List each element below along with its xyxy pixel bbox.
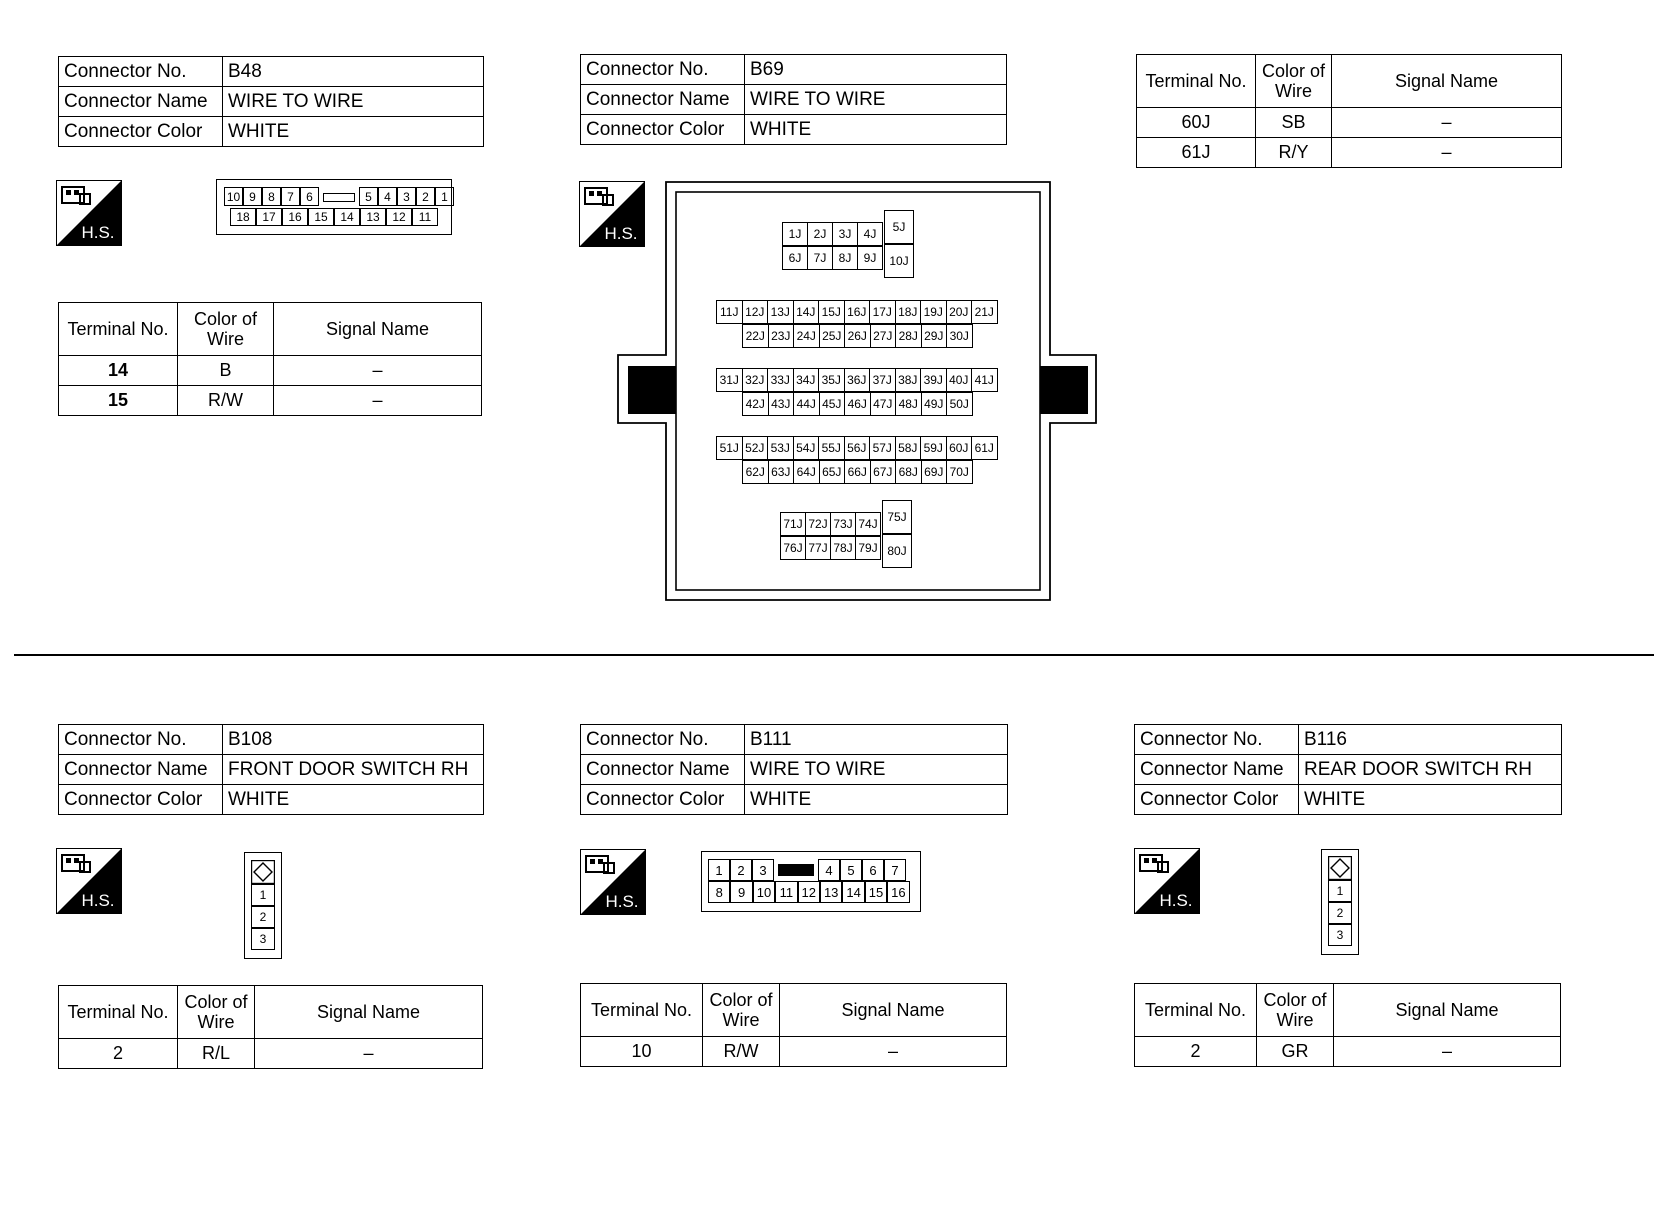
wire-color-cell: GR: [1257, 1037, 1334, 1067]
signal-cell: –: [274, 356, 482, 386]
label-connector-color: Connector Color: [59, 117, 223, 147]
pin-cell: 65J: [819, 460, 846, 484]
lock-key-icon: [778, 864, 814, 876]
pin-cell: 19J: [920, 300, 947, 324]
terminal-cell: 2: [1135, 1037, 1257, 1067]
pin-cell: 3: [397, 187, 416, 206]
pin-cell: 8: [708, 881, 730, 903]
pin-cell: 1: [708, 859, 730, 881]
hs-badge-icon: [1134, 848, 1200, 914]
pin-cell: 1: [251, 884, 275, 906]
connector-no-value: B108: [223, 725, 484, 755]
header-color-of-wire: Color of Wire: [1256, 55, 1332, 108]
connector-color-value: WHITE: [223, 785, 484, 815]
pin-cell: 25J: [819, 324, 846, 348]
pin-cell: 9: [243, 187, 262, 206]
signal-cell: –: [274, 386, 482, 416]
pin-cell: 51J: [716, 436, 743, 460]
pin-cell: 79J: [855, 536, 881, 560]
pin-cell: 2: [251, 906, 275, 928]
hs-badge-icon: [580, 849, 646, 915]
pin-cell: 16: [282, 208, 308, 226]
pin-cell: 26J: [844, 324, 871, 348]
pin-cell: 2J: [807, 222, 833, 246]
pin-cell: 28J: [895, 324, 922, 348]
pin-cell: 10: [224, 187, 243, 206]
connector-color-value: WHITE: [1299, 785, 1562, 815]
pin-cell: 22J: [742, 324, 769, 348]
connector-color-value: WHITE: [223, 117, 484, 147]
header-color-of-wire: Color of Wire: [178, 303, 274, 356]
header-color-of-wire: Color of Wire: [1257, 984, 1334, 1037]
terminal-cell: 10: [581, 1037, 703, 1067]
pin-cell: 57J: [869, 436, 896, 460]
pin-cell: 46J: [844, 392, 871, 416]
connector-name-value: WIRE TO WIRE: [745, 85, 1007, 115]
pin-cell: 41J: [971, 368, 998, 392]
pin-cell: 29J: [921, 324, 948, 348]
pin-cell: 23J: [768, 324, 795, 348]
terminal-table-b116: [1134, 983, 1561, 1067]
header-signal-name: Signal Name: [255, 986, 483, 1039]
label-connector-no: Connector No.: [59, 57, 223, 87]
label-connector-name: Connector Name: [581, 85, 745, 115]
pin-cell: 5J: [884, 210, 914, 244]
pin-cell: 35J: [818, 368, 845, 392]
label-connector-no: Connector No.: [1135, 725, 1299, 755]
header-signal-name: Signal Name: [274, 303, 482, 356]
pin-cell: 49J: [921, 392, 948, 416]
pin-cell: 2: [416, 187, 435, 206]
pin-cell: 3J: [832, 222, 858, 246]
label-connector-name: Connector Name: [59, 87, 223, 117]
pin-cell: 5: [359, 187, 378, 206]
hs-badge-text: H.S.: [81, 223, 115, 242]
signal-cell: –: [1334, 1037, 1561, 1067]
label-connector-name: Connector Name: [1135, 755, 1299, 785]
pin-cell: 7J: [807, 246, 833, 270]
pin-cell: 60J: [946, 436, 973, 460]
label-connector-color: Connector Color: [59, 785, 223, 815]
pin-cell: 58J: [895, 436, 922, 460]
pin-cell: 21J: [971, 300, 998, 324]
pin-cell: 14: [842, 881, 864, 903]
terminal-cell: 61J: [1137, 138, 1256, 168]
label-connector-no: Connector No.: [581, 55, 745, 85]
label-connector-name: Connector Name: [59, 755, 223, 785]
pin-cell: 53J: [767, 436, 794, 460]
pin-cell: 3: [1328, 924, 1352, 946]
pin-cell: 4J: [857, 222, 883, 246]
signal-cell: –: [780, 1037, 1007, 1067]
pin-cell: 1: [435, 187, 454, 206]
pin-cell: 68J: [895, 460, 922, 484]
header-signal-name: Signal Name: [1334, 984, 1561, 1037]
pin-cell: 75J: [882, 500, 912, 534]
hs-badge-text: H.S.: [604, 224, 638, 243]
pin-cell: 4: [378, 187, 397, 206]
pin-cell: 18J: [895, 300, 922, 324]
pin-cell: 40J: [946, 368, 973, 392]
pin-cell: 10J: [884, 244, 914, 278]
terminal-cell: 60J: [1137, 108, 1256, 138]
pin-cell: 74J: [855, 512, 881, 536]
pin-cell: 12: [386, 208, 412, 226]
pin-cell: 80J: [882, 534, 912, 568]
hs-badge-text: H.S.: [1159, 891, 1193, 910]
pin-cell: 6J: [782, 246, 808, 270]
pin-cell: 1: [1328, 880, 1352, 902]
pin-cell: 15J: [818, 300, 845, 324]
header-signal-name: Signal Name: [1332, 55, 1562, 108]
connector-info-table-b108: [58, 724, 484, 815]
pin-cell: 2: [1328, 902, 1352, 924]
pin-cell: 16J: [844, 300, 871, 324]
label-connector-color: Connector Color: [581, 785, 745, 815]
header-signal-name: Signal Name: [780, 984, 1007, 1037]
pin-cell: 71J: [780, 512, 806, 536]
connector-info-table-b111: [580, 724, 1008, 815]
pin-cell: 3: [752, 859, 774, 881]
pin-cell: 15: [865, 881, 887, 903]
pin-cell: 76J: [780, 536, 806, 560]
pin-cell: 62J: [742, 460, 769, 484]
pin-cell: 31J: [716, 368, 743, 392]
pin-cell: 72J: [805, 512, 831, 536]
pin-cell: 42J: [742, 392, 769, 416]
pin-cell: 43J: [768, 392, 795, 416]
connector-color-value: WHITE: [745, 115, 1007, 145]
pin-cell: 52J: [742, 436, 769, 460]
pin-cell: 8J: [832, 246, 858, 270]
connector-info-table-b48: [58, 56, 484, 147]
wire-color-cell: R/Y: [1256, 138, 1332, 168]
pin-cell: 2: [730, 859, 752, 881]
pin-cell: 9: [730, 881, 752, 903]
pin-cell: 66J: [844, 460, 871, 484]
pin-cell: 4: [818, 859, 840, 881]
wire-color-cell: R/L: [178, 1039, 255, 1069]
connector-color-value: WHITE: [745, 785, 1008, 815]
pin-cell: 70J: [946, 460, 973, 484]
connector-name-value: WIRE TO WIRE: [745, 755, 1008, 785]
section-divider: [14, 654, 1654, 656]
pin-cell: 39J: [920, 368, 947, 392]
pin-cell: 15: [308, 208, 334, 226]
pin-cell: 12: [798, 881, 820, 903]
pin-cell: 14J: [793, 300, 820, 324]
signal-cell: –: [255, 1039, 483, 1069]
pin-cell: 50J: [946, 392, 973, 416]
pin-cell: 63J: [768, 460, 795, 484]
signal-cell: –: [1332, 108, 1562, 138]
pin-cell: 11: [412, 208, 438, 226]
pin-cell: 48J: [895, 392, 922, 416]
pin-cell: 6: [862, 859, 884, 881]
pin-cell: 32J: [742, 368, 769, 392]
pin-cell: 14: [334, 208, 360, 226]
pin-cell: 10: [753, 881, 775, 903]
pin-cell: 37J: [869, 368, 896, 392]
pin-cell: 56J: [844, 436, 871, 460]
pin-cell: 24J: [793, 324, 820, 348]
pin-cell: 17: [256, 208, 282, 226]
pin-cell: 3: [251, 928, 275, 950]
pin-cell: 20J: [946, 300, 973, 324]
pin-cell: 6: [300, 187, 319, 206]
pin-cell: 54J: [793, 436, 820, 460]
pin-cell: 7: [281, 187, 300, 206]
pin-cell: 13: [820, 881, 842, 903]
signal-cell: –: [1332, 138, 1562, 168]
label-connector-no: Connector No.: [59, 725, 223, 755]
pin-cell: 17J: [869, 300, 896, 324]
pin-cell: 45J: [819, 392, 846, 416]
header-terminal-no: Terminal No.: [1137, 55, 1256, 108]
wire-color-cell: R/W: [703, 1037, 780, 1067]
terminal-table-b69: [1136, 54, 1562, 168]
label-connector-color: Connector Color: [1135, 785, 1299, 815]
terminal-cell: 2: [59, 1039, 178, 1069]
connector-name-value: REAR DOOR SWITCH RH: [1299, 755, 1562, 785]
pin-cell: 30J: [946, 324, 973, 348]
pin-cell: 11: [775, 881, 797, 903]
pin-cell: 55J: [818, 436, 845, 460]
header-color-of-wire: Color of Wire: [178, 986, 255, 1039]
pin-cell: 61J: [971, 436, 998, 460]
label-connector-no: Connector No.: [581, 725, 745, 755]
pin-cell: 34J: [793, 368, 820, 392]
pin-cell: 1J: [782, 222, 808, 246]
pin-cell: 69J: [921, 460, 948, 484]
pin-cell: 44J: [793, 392, 820, 416]
pin-cell: 18: [230, 208, 256, 226]
terminal-cell: 14: [59, 356, 178, 386]
pin-cell: 11J: [716, 300, 743, 324]
pin-cell: 8: [262, 187, 281, 206]
header-terminal-no: Terminal No.: [581, 984, 703, 1037]
pin-cell: 33J: [767, 368, 794, 392]
hs-badge-icon: [56, 848, 122, 914]
pin-cell: 36J: [844, 368, 871, 392]
header-terminal-no: Terminal No.: [59, 986, 178, 1039]
connector-no-value: B111: [745, 725, 1008, 755]
label-connector-name: Connector Name: [581, 755, 745, 785]
diamond-key-icon: [1328, 856, 1352, 880]
pin-cell: 67J: [870, 460, 897, 484]
connector-name-value: WIRE TO WIRE: [223, 87, 484, 117]
terminal-table-b48: [58, 302, 482, 416]
terminal-table-b108: [58, 985, 483, 1069]
pin-cell: 12J: [742, 300, 769, 324]
connector-info-table-b116: [1134, 724, 1562, 815]
wire-color-cell: SB: [1256, 108, 1332, 138]
pin-cell: 16: [887, 881, 909, 903]
wire-color-cell: R/W: [178, 386, 274, 416]
terminal-table-b111: [580, 983, 1007, 1067]
pin-cell: 9J: [857, 246, 883, 270]
pin-cell: 47J: [870, 392, 897, 416]
connector-name-value: FRONT DOOR SWITCH RH: [223, 755, 484, 785]
header-terminal-no: Terminal No.: [1135, 984, 1257, 1037]
pin-cell: 27J: [870, 324, 897, 348]
lock-tab-icon: [323, 193, 355, 202]
connector-info-table-b69: [580, 54, 1007, 145]
hs-badge-text: H.S.: [81, 891, 115, 910]
diamond-key-icon: [251, 860, 275, 884]
hs-badge-icon: [56, 180, 122, 246]
header-color-of-wire: Color of Wire: [703, 984, 780, 1037]
pin-cell: 5: [840, 859, 862, 881]
pin-cell: 78J: [830, 536, 856, 560]
wire-color-cell: B: [178, 356, 274, 386]
pin-cell: 59J: [920, 436, 947, 460]
pin-cell: 64J: [793, 460, 820, 484]
pin-cell: 38J: [895, 368, 922, 392]
connector-no-value: B116: [1299, 725, 1562, 755]
label-connector-color: Connector Color: [581, 115, 745, 145]
pin-cell: 13: [360, 208, 386, 226]
pin-cell: 7: [884, 859, 906, 881]
pin-cell: 73J: [830, 512, 856, 536]
connector-no-value: B48: [223, 57, 484, 87]
connector-no-value: B69: [745, 55, 1007, 85]
pin-cell: 13J: [767, 300, 794, 324]
hs-badge-text: H.S.: [605, 892, 639, 911]
pin-cell: 77J: [805, 536, 831, 560]
terminal-cell: 15: [59, 386, 178, 416]
header-terminal-no: Terminal No.: [59, 303, 178, 356]
